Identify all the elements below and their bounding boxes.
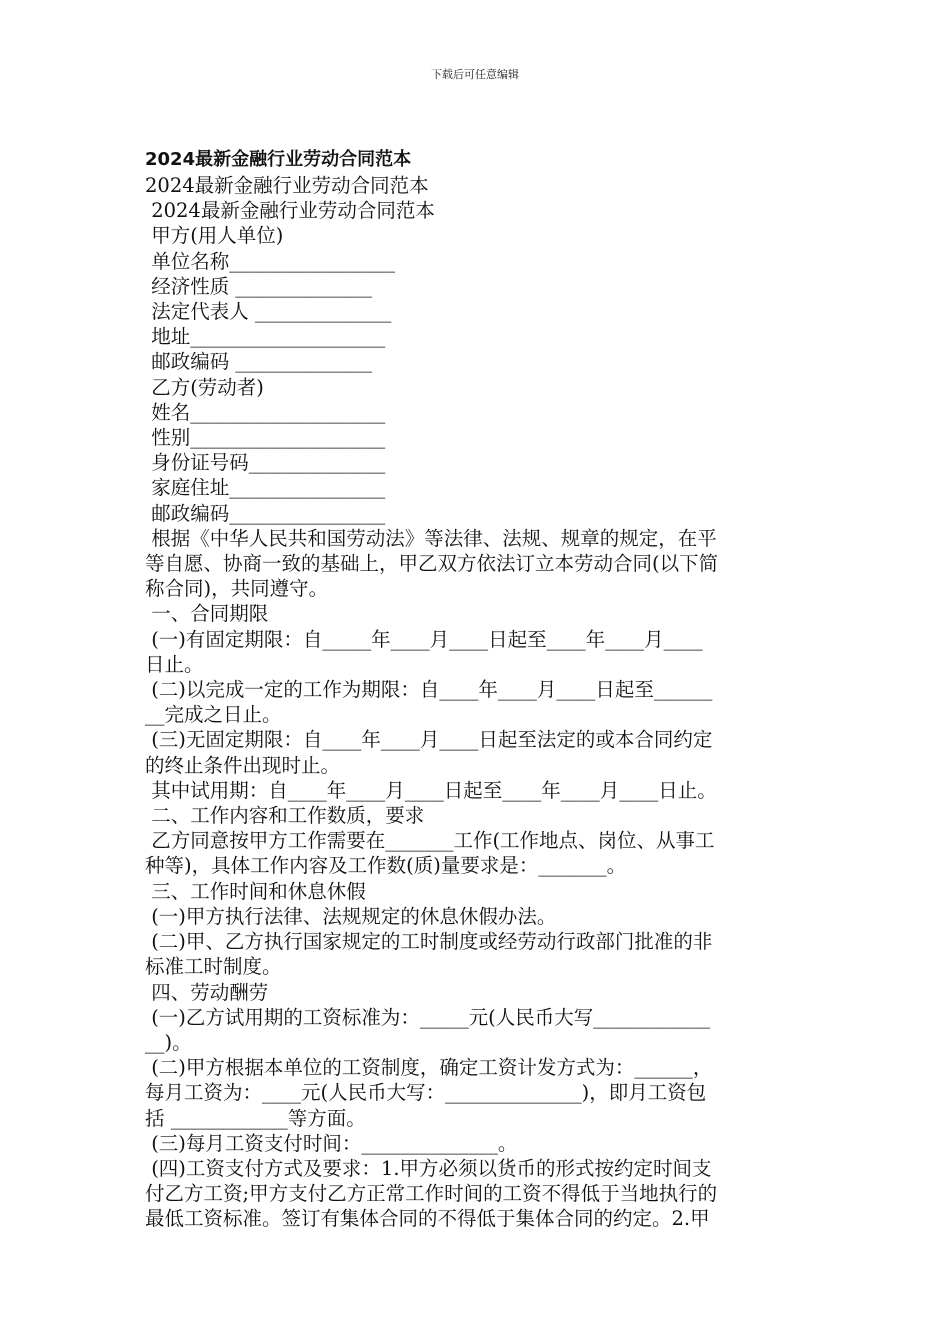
document-line: 身份证号码______________: [145, 451, 386, 475]
document-line: 姓名____________________: [145, 400, 386, 424]
document-line: (二)甲、乙方执行国家规定的工时制度或经劳动行政部门批准的非: [145, 930, 713, 954]
document-line: __)。: [145, 1030, 192, 1054]
document-line: 法定代表人 ______________: [145, 300, 392, 324]
document-line: 2024最新金融行业劳动合同范本: [145, 199, 435, 223]
document-line: 称合同)，共同遵守。: [145, 577, 329, 601]
document-line: 地址____________________: [145, 325, 386, 349]
document-line: 2024最新金融行业劳动合同范本: [145, 174, 429, 197]
document-line: 根据《中华人民共和国劳动法》等法律、法规、规章的规定，在平: [145, 526, 717, 550]
document-line: 甲方(用人单位): [145, 224, 284, 248]
document-line: 最低工资标准。签订有集体合同的不得低于集体合同的约定。2.甲: [145, 1207, 710, 1231]
document-line: 的终止条件出现时止。: [145, 753, 341, 777]
document-lines: [145, 173, 805, 1232]
document-line: (三)无固定期限：自____年____月____日起至法定的或本合同约定: [145, 728, 713, 752]
document-line: 家庭住址________________: [145, 476, 386, 500]
document-line: 日止。: [145, 652, 204, 676]
document-line: 种等)，具体工作内容及工作数(质)量要求是：_______。: [145, 854, 627, 878]
document-line: 三、工作时间和休息休假: [145, 879, 366, 903]
page-header: 下载后可任意编辑: [431, 68, 519, 81]
document-line: 付乙方工资;甲方支付乙方正常工作时间的工资不得低于当地执行的: [145, 1182, 718, 1206]
document-line: 括 ____________等方面。: [145, 1106, 366, 1130]
document-line: 二、工作内容和工作数质，要求: [145, 804, 425, 828]
document-line: 标准工时制度。: [145, 955, 282, 979]
document-line: 乙方(劳动者): [145, 375, 264, 399]
document-line: 等自愿、协商一致的基础上，甲乙双方依法订立本劳动合同(以下简: [145, 552, 719, 576]
document-line: (四)工资支付方式及要求：1.甲方必须以货币的形式按约定时间支: [145, 1156, 712, 1180]
document-line: (一)乙方试用期的工资标准为：_____元(人民币大写____________: [145, 1005, 711, 1029]
document-line: 邮政编码________________: [145, 501, 386, 525]
document-line: (二)以完成一定的工作为期限：自____年____月____日起至______: [145, 678, 713, 702]
document-line: 单位名称_________________: [145, 249, 395, 273]
document-line: (一)甲方执行法律、法规规定的休息休假办法。: [145, 904, 557, 928]
document-line: 性别____________________: [145, 426, 386, 450]
document-line: (一)有固定期限：自_____年____月____日起至____年____月____: [145, 627, 703, 651]
document-title: 2024最新金融行业劳动合同范本: [145, 149, 412, 170]
document-line: 乙方同意按甲方工作需要在_______工作(工作地点、岗位、从事工: [145, 829, 715, 853]
document-line: __完成之日止。: [145, 703, 282, 727]
document-line: 四、劳动酬劳: [145, 980, 269, 1004]
document-body: [145, 147, 805, 1232]
document-line: 其中试用期：自____年____月____日起至____年____月____日止。: [145, 778, 717, 802]
document-line: 邮政编码 ______________: [145, 350, 372, 374]
document-line: 每月工资为：____元(人民币大写：______________)，即月工资包: [145, 1081, 707, 1105]
document-line: 一、合同期限: [145, 602, 269, 626]
document-line: 经济性质 ______________: [145, 274, 372, 298]
document-line: (二)甲方根据本单位的工资制度，确定工资计发方式为：______，: [145, 1056, 713, 1080]
document-line: (三)每月工资支付时间：______________。: [145, 1131, 518, 1155]
